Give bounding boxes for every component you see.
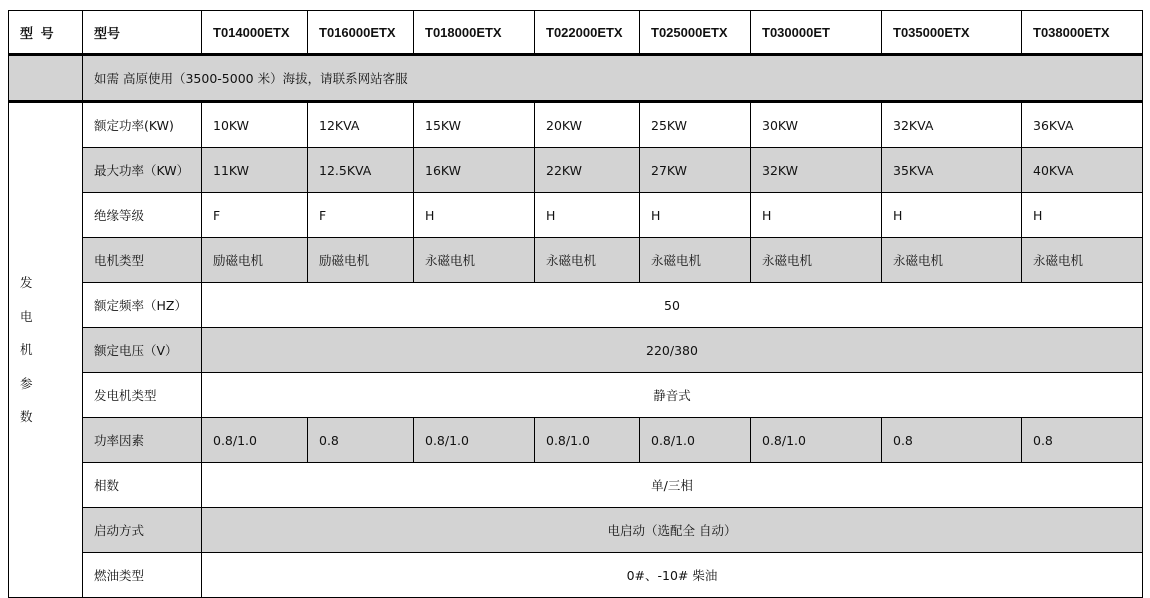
row-label: 启动方式 <box>83 508 202 553</box>
cell: 15KW <box>414 102 535 148</box>
model-header: T014000ETX <box>202 11 308 55</box>
corner-label: 型 号 <box>9 11 83 55</box>
cell: 20KW <box>535 102 640 148</box>
model-header: T022000ETX <box>535 11 640 55</box>
power-factor-row <box>9 418 1143 463</box>
model-header: T018000ETX <box>414 11 535 55</box>
model-header: T025000ETX <box>640 11 751 55</box>
row-label: 电机类型 <box>83 238 202 283</box>
spec-table <box>8 10 1143 598</box>
section-label-char: 数 <box>20 409 33 425</box>
cell: H <box>1022 193 1143 238</box>
cell: 0.8 <box>308 418 414 463</box>
cell: 10KW <box>202 102 308 148</box>
cell: F <box>202 193 308 238</box>
cell: 0.8/1.0 <box>751 418 882 463</box>
cell: H <box>640 193 751 238</box>
cell: 0.8/1.0 <box>414 418 535 463</box>
cell: 永磁电机 <box>882 238 1022 283</box>
row-label: 发电机类型 <box>83 373 202 418</box>
altitude-notice: 如需 高原使用（3500-5000 米）海拔，请联系网站客服 <box>83 55 1143 102</box>
cell: 11KW <box>202 148 308 193</box>
max-power-row <box>9 148 1143 193</box>
model-header: T016000ETX <box>308 11 414 55</box>
cell: H <box>882 193 1022 238</box>
cell: 永磁电机 <box>535 238 640 283</box>
cell: 22KW <box>535 148 640 193</box>
cell: 励磁电机 <box>308 238 414 283</box>
start-mode-row <box>9 508 1143 553</box>
cell: 40KVA <box>1022 148 1143 193</box>
notice-blank-cell <box>9 55 83 102</box>
cell: H <box>535 193 640 238</box>
cell: H <box>751 193 882 238</box>
insulation-row <box>9 193 1143 238</box>
cell: 16KW <box>414 148 535 193</box>
fuel-type-row <box>9 553 1143 598</box>
notice-row <box>9 55 1143 102</box>
cell: 0.8 <box>1022 418 1143 463</box>
model-row-label: 型号 <box>83 11 202 55</box>
motor-type-row <box>9 238 1143 283</box>
section-label-char: 发 <box>20 275 33 291</box>
cell: 0.8/1.0 <box>202 418 308 463</box>
cell: 永磁电机 <box>1022 238 1143 283</box>
voltage-row <box>9 328 1143 373</box>
cell: 永磁电机 <box>640 238 751 283</box>
frequency-row <box>9 283 1143 328</box>
cell: 0.8/1.0 <box>640 418 751 463</box>
row-label: 额定功率(KW) <box>83 102 202 148</box>
header-row <box>9 11 1143 55</box>
row-label: 燃油类型 <box>83 553 202 598</box>
merged-cell: 50 <box>202 283 1143 328</box>
merged-cell: 电启动（选配全 自动） <box>202 508 1143 553</box>
cell: 12KVA <box>308 102 414 148</box>
row-label: 功率因素 <box>83 418 202 463</box>
row-label: 额定电压（V） <box>83 328 202 373</box>
cell: H <box>414 193 535 238</box>
cell: 12.5KVA <box>308 148 414 193</box>
model-header: T035000ETX <box>882 11 1022 55</box>
rated-power-row <box>9 102 1143 148</box>
cell: 励磁电机 <box>202 238 308 283</box>
model-header: T038000ETX <box>1022 11 1143 55</box>
section-label <box>9 102 83 598</box>
model-header: T030000ET <box>751 11 882 55</box>
merged-cell: 静音式 <box>202 373 1143 418</box>
cell: 27KW <box>640 148 751 193</box>
cell: 32KVA <box>882 102 1022 148</box>
cell: F <box>308 193 414 238</box>
cell: 30KW <box>751 102 882 148</box>
row-label: 相数 <box>83 463 202 508</box>
merged-cell: 220/380 <box>202 328 1143 373</box>
row-label: 最大功率（KW） <box>83 148 202 193</box>
cell: 永磁电机 <box>414 238 535 283</box>
cell: 32KW <box>751 148 882 193</box>
section-label-char: 电 <box>20 308 33 324</box>
merged-cell: 0#、-10# 柴油 <box>202 553 1143 598</box>
section-label-char: 机 <box>20 342 33 358</box>
generator-type-row <box>9 373 1143 418</box>
section-label-char: 参 <box>20 375 33 391</box>
phases-row <box>9 463 1143 508</box>
row-label: 绝缘等级 <box>83 193 202 238</box>
cell: 36KVA <box>1022 102 1143 148</box>
merged-cell: 单/三相 <box>202 463 1143 508</box>
cell: 0.8 <box>882 418 1022 463</box>
cell: 0.8/1.0 <box>535 418 640 463</box>
cell: 25KW <box>640 102 751 148</box>
cell: 永磁电机 <box>751 238 882 283</box>
row-label: 额定频率（HZ） <box>83 283 202 328</box>
cell: 35KVA <box>882 148 1022 193</box>
